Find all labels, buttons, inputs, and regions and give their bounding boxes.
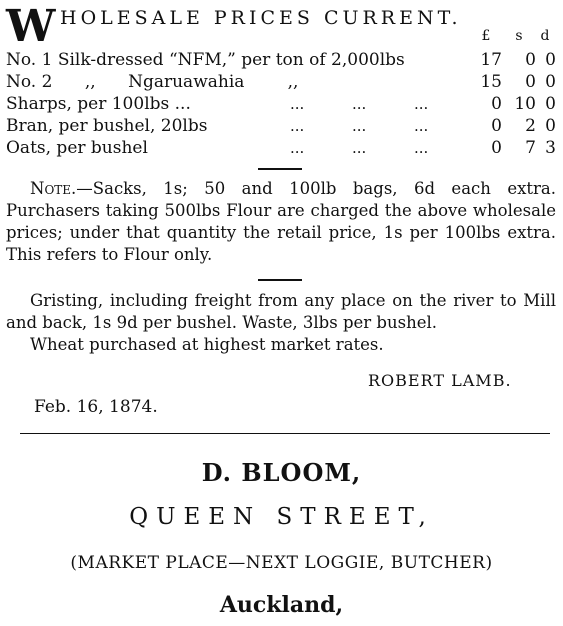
price-description: No. 2 ,, Ngaruawahia ,,: [6, 72, 299, 92]
note-label: Note.: [30, 179, 77, 198]
flour-note: [6, 178, 556, 266]
price-description: Oats, per bushel: [6, 138, 148, 158]
advertisement-divider: [20, 433, 550, 434]
price-pounds: 17: [480, 50, 502, 70]
signature: ROBERT LAMB.: [368, 371, 512, 390]
currency-headers: [0, 28, 563, 48]
pounds-header: £: [481, 28, 491, 44]
pence-header: d: [540, 28, 550, 44]
price-pounds: 0: [491, 138, 502, 158]
title-text: HOLESALE PRICES CURRENT.: [60, 7, 462, 29]
price-description: Bran, per bushel, 20lbs: [6, 116, 208, 136]
leader-dots: ... ... ...: [290, 117, 429, 135]
price-pence: 3: [545, 138, 556, 158]
note-text: —Sacks, 1s; 50 and 100lb bags, 6d each extra. Purchasers taking 500lbs Flour are charged the above wholesale prices; under that quantity the retail price, 1s per 100lbs extra. This refers to Flour only.: [6, 179, 556, 264]
shillings-header: s: [515, 28, 523, 44]
advertiser-location: (MARKET PLACE—NEXT LOGGIE, BUTCHER): [70, 553, 493, 573]
price-pence: 0: [545, 50, 556, 70]
price-pence: 0: [545, 94, 556, 114]
price-row: [6, 49, 558, 71]
title-drop-cap: W: [6, 1, 56, 52]
price-row: [6, 93, 558, 115]
gristing-text: Gristing, including freight from any place on the river to Mill and back, 1s 9d per bushel. Waste, 3lbs per bushel.: [6, 291, 556, 332]
price-description: No. 1 Silk-dressed “NFM,” per ton of 2,000lbs: [6, 50, 405, 70]
advertiser-street: QUEEN STREET,: [129, 504, 434, 530]
price-pounds: 15: [480, 72, 502, 92]
section-divider: [258, 279, 302, 281]
price-pounds: 0: [491, 116, 502, 136]
price-shillings: 0: [525, 72, 536, 92]
wheat-text: Wheat purchased at highest market rates.: [30, 335, 384, 354]
price-shillings: 7: [525, 138, 536, 158]
advertiser-name: D. BLOOM,: [201, 458, 362, 487]
leader-dots: ... ... ...: [290, 139, 429, 157]
price-pence: 0: [545, 116, 556, 136]
price-shillings: 0: [525, 50, 536, 70]
advertiser-city: Auckland,: [219, 592, 344, 618]
section-divider: [258, 168, 302, 170]
price-shillings: 10: [514, 94, 536, 114]
price-shillings: 2: [525, 116, 536, 136]
price-row: [6, 71, 558, 93]
gristing-note: [6, 290, 556, 356]
price-pounds: 0: [491, 94, 502, 114]
price-description: Sharps, per 100lbs ...: [6, 94, 191, 114]
leader-dots: ... ... ...: [290, 95, 429, 113]
price-row: [6, 115, 558, 137]
price-row: [6, 137, 558, 159]
date-line: Feb. 16, 1874.: [34, 397, 158, 417]
price-pence: 0: [545, 72, 556, 92]
